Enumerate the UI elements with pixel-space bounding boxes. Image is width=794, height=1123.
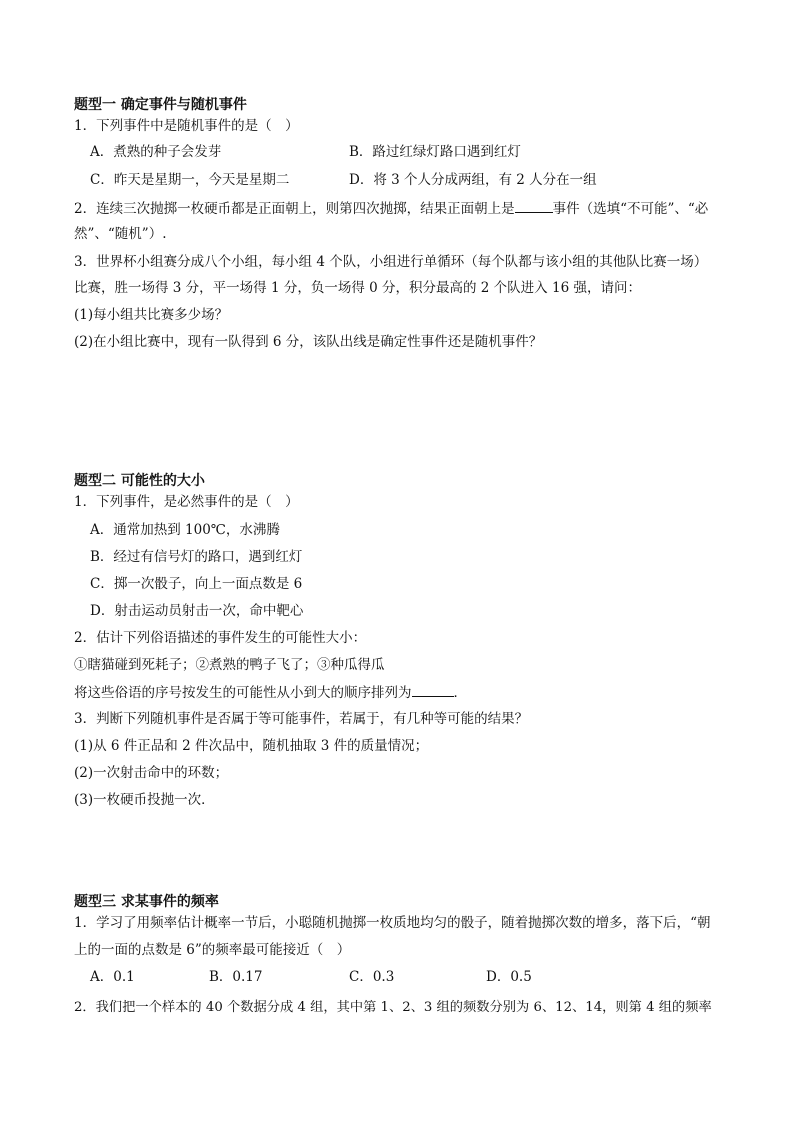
s2-q1-option-c: C．掷一次骰子，向上一面点数是 6 xyxy=(90,576,303,592)
s3-q2-line1: 2．我们把一个样本的 40 个数据分成 4 组，其中第 1、2、3 组的频数分别为 6、12、14，则第 4 组的频率 xyxy=(74,1000,712,1015)
s1-q1-stem: 1．下列事件中是随机事件的是（ ） xyxy=(74,118,299,134)
s2-q1-stem: 1．下列事件，是必然事件的是（ ） xyxy=(74,494,299,510)
s2-q3-sub3: (3)一枚硬币投抛一次． xyxy=(74,792,215,808)
s1-q1-option-a: A．煮熟的种子会发芽 xyxy=(90,144,222,160)
s3-q1-option-b: B．0.17 xyxy=(209,969,263,985)
s1-q2-answer-blank xyxy=(515,199,553,213)
s2-q3-stem: 3．判断下列随机事件是否属于等可能事件，若属于，有几种等可能的结果？ xyxy=(74,711,529,727)
s1-q3-line1: 3．世界杯小组赛分成八个小组，每小组 4 个队，小组进行单循环（每个队都与该小组的其他队比赛一场） xyxy=(74,254,708,270)
s2-q3-sub1: (1)从 6 件正品和 2 件次品中，随机抽取 3 件的质量情况； xyxy=(74,738,429,754)
s2-q2-answer-blank xyxy=(412,683,454,697)
s2-q2-stem: 2．估计下列俗语描述的事件发生的可能性大小： xyxy=(74,630,367,646)
s2-q1-option-b: B．经过有信号灯的路口，遇到红灯 xyxy=(90,549,303,565)
section1-title: 题型一 确定事件与随机事件 xyxy=(74,97,247,113)
s3-q1-line1: 1．学习了用频率估计概率一节后，小聪随机抛掷一枚质地均匀的骰子，随着抛掷次数的增多，落下后，“朝 xyxy=(74,915,711,931)
s1-q1-option-d: D．将 3 个人分成两组，有 2 人分在一组 xyxy=(349,172,597,188)
s1-q2-line1 xyxy=(74,199,708,218)
s1-q2-line2: 然”、“随机”）. xyxy=(74,226,167,242)
s3-q1-option-a: A．0.1 xyxy=(90,969,135,985)
section3-title: 题型三 求某事件的频率 xyxy=(74,894,219,910)
section2-title: 题型二 可能性的大小 xyxy=(74,473,205,489)
s1-q3-sub2: (2)在小组比赛中，现有一队得到 6 分，该队出线是确定性事件还是随机事件？ xyxy=(74,334,543,350)
s1-q2-before: 2．连续三次抛掷一枚硬币都是正面朝上，则第四次抛掷，结果正面朝上是 xyxy=(74,201,515,217)
s2-q2-sayings: ①瞎猫碰到死耗子；②煮熟的鸭子飞了；③种瓜得瓜 xyxy=(74,657,385,673)
s1-q1-option-c: C．昨天是星期一，今天是星期二 xyxy=(90,172,290,188)
s3-q1-line2: 上的一面的点数是 6”的频率最可能接近（ ） xyxy=(74,942,351,958)
s2-q3-sub2: (2)一次射击命中的环数； xyxy=(74,765,229,781)
s1-q2-after: 事件（选填“不可能”、“必 xyxy=(552,201,709,217)
s2-q2-order-line xyxy=(74,683,467,702)
s3-q1-option-c: C．0.3 xyxy=(349,969,395,985)
s1-q1-option-b: B．路过红绿灯路口遇到红灯 xyxy=(349,144,521,160)
s2-q2-order-before: 将这些俗语的序号按发生的可能性从小到大的顺序排列为 xyxy=(74,685,412,701)
s3-q1-option-d: D．0.5 xyxy=(486,969,532,985)
s2-q1-option-d: D．射击运动员射击一次，命中靶心 xyxy=(90,603,304,619)
s2-q2-order-after: ． xyxy=(453,685,467,701)
s1-q3-line2: 比赛，胜一场得 3 分，平一场得 1 分，负一场得 0 分，积分最高的 2 个队进入 16 强，请问： xyxy=(74,280,641,296)
s2-q1-option-a: A．通常加热到 100℃，水沸腾 xyxy=(90,522,280,538)
s1-q3-sub1: (1)每小组共比赛多少场？ xyxy=(74,307,229,323)
